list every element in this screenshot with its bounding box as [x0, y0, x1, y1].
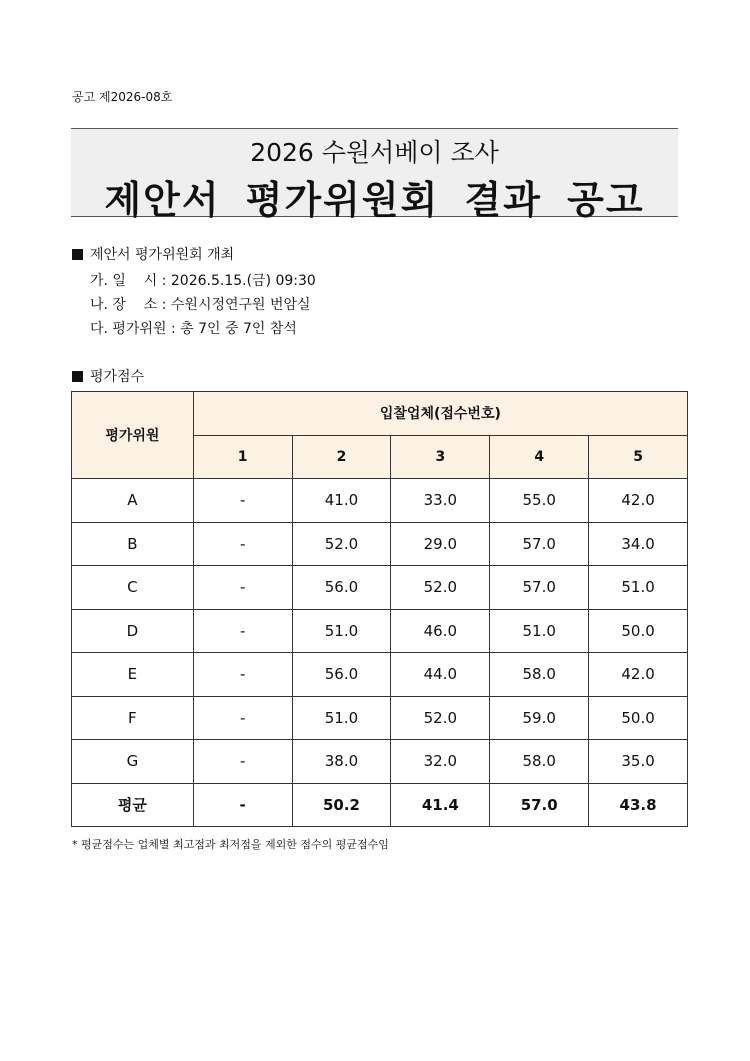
score-cell: 35.0 — [589, 740, 688, 784]
score-cell: 55.0 — [490, 479, 589, 523]
score-cell: - — [193, 740, 292, 784]
score-cell: 42.0 — [589, 653, 688, 697]
score-cell: 58.0 — [490, 653, 589, 697]
score-cell: 33.0 — [391, 479, 490, 523]
footnote: * 평균점수는 업체별 최고점과 최저점을 제외한 점수의 평균점수임 — [72, 838, 389, 851]
score-cell: 57.0 — [490, 522, 589, 566]
score-cell: 59.0 — [490, 696, 589, 740]
evaluator-header: 평가위원 — [72, 392, 194, 479]
score-cell: 58.0 — [490, 740, 589, 784]
table-row — [72, 696, 688, 740]
square-bullet-icon — [72, 249, 83, 260]
evaluator-cell: G — [72, 740, 194, 784]
evaluator-cell: A — [72, 479, 194, 523]
average-cell: 43.8 — [589, 783, 688, 827]
score-table — [71, 391, 688, 827]
evaluator-cell: D — [72, 609, 194, 653]
average-cell: 41.4 — [391, 783, 490, 827]
table-row — [72, 522, 688, 566]
score-cell: 50.0 — [589, 609, 688, 653]
info-date: 가. 일 시 : 2026.5.15.(금) 09:30 — [90, 273, 316, 289]
score-cell: - — [193, 609, 292, 653]
average-cell: 57.0 — [490, 783, 589, 827]
info-place: 나. 장 소 : 수원시정연구원 번암실 — [90, 297, 311, 313]
notice-number: 공고 제2026-08호 — [72, 90, 173, 104]
average-label: 평균 — [72, 783, 194, 827]
score-cell: - — [193, 566, 292, 610]
evaluator-cell: E — [72, 653, 194, 697]
score-cell: 41.0 — [292, 479, 391, 523]
average-cell: - — [193, 783, 292, 827]
average-cell: 50.2 — [292, 783, 391, 827]
bidder-header: 4 — [490, 435, 589, 479]
square-bullet-icon — [72, 371, 83, 382]
table-row — [72, 740, 688, 784]
bidder-header: 1 — [193, 435, 292, 479]
title-main: 제안서 평가위원회 결과 공고 — [104, 178, 645, 222]
info-evaluators: 다. 평가위원 : 총 7인 중 7인 참석 — [90, 321, 297, 337]
table-row — [72, 609, 688, 653]
score-cell: 51.0 — [490, 609, 589, 653]
score-cell: 32.0 — [391, 740, 490, 784]
score-cell: 57.0 — [490, 566, 589, 610]
section-heading-scores — [72, 366, 144, 386]
section-heading-committee — [72, 244, 234, 264]
score-cell: 51.0 — [292, 609, 391, 653]
score-cell: 50.0 — [589, 696, 688, 740]
score-cell: 56.0 — [292, 566, 391, 610]
score-cell: 44.0 — [391, 653, 490, 697]
bidder-header: 2 — [292, 435, 391, 479]
score-cell: - — [193, 653, 292, 697]
score-cell: - — [193, 479, 292, 523]
score-cell: 42.0 — [589, 479, 688, 523]
title-subtitle: 2026 수원서베이 조사 — [250, 138, 499, 167]
score-cell: 34.0 — [589, 522, 688, 566]
score-cell: - — [193, 522, 292, 566]
bidder-header: 3 — [391, 435, 490, 479]
score-cell: 56.0 — [292, 653, 391, 697]
score-cell: 29.0 — [391, 522, 490, 566]
table-row — [72, 479, 688, 523]
title-box — [71, 128, 678, 222]
score-cell: 38.0 — [292, 740, 391, 784]
section-heading-scores-label: 평가점수 — [90, 369, 145, 385]
score-cell: 51.0 — [589, 566, 688, 610]
score-cell: 52.0 — [391, 696, 490, 740]
table-row — [72, 566, 688, 610]
score-cell: 52.0 — [292, 522, 391, 566]
score-cell: 46.0 — [391, 609, 490, 653]
bidder-group-header: 입찰업체(접수번호) — [193, 392, 687, 436]
table-row — [72, 653, 688, 697]
evaluator-cell: B — [72, 522, 194, 566]
average-row — [72, 783, 688, 827]
score-cell: - — [193, 696, 292, 740]
evaluator-cell: F — [72, 696, 194, 740]
score-cell: 51.0 — [292, 696, 391, 740]
score-cell: 52.0 — [391, 566, 490, 610]
evaluator-cell: C — [72, 566, 194, 610]
section-heading-committee-label: 제안서 평가위원회 개최 — [90, 247, 235, 263]
bidder-header: 5 — [589, 435, 688, 479]
